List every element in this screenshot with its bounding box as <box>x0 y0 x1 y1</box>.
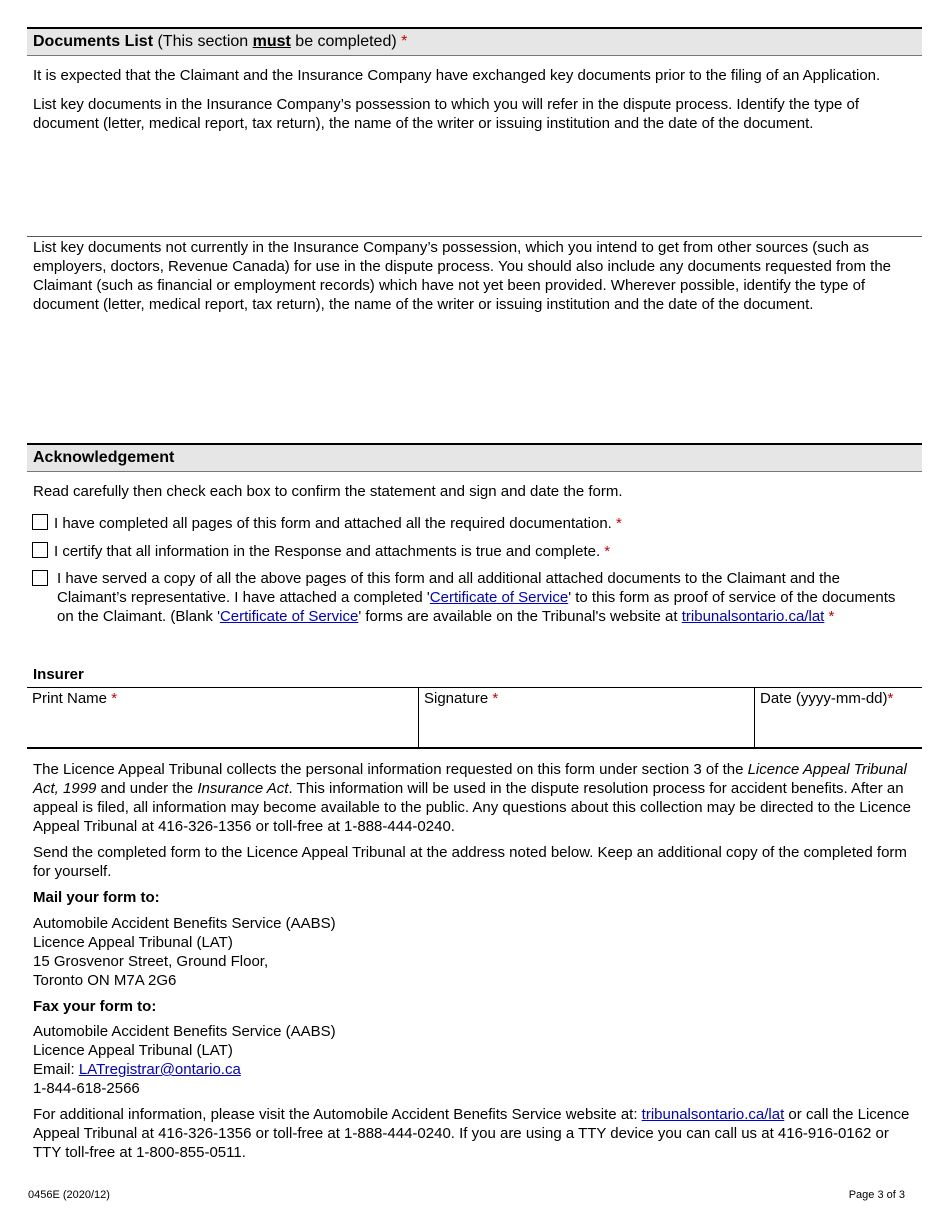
acknowledgement-title: Acknowledgement <box>33 449 175 466</box>
date-field[interactable]: Date (yyyy-mm-dd)* <box>760 690 894 707</box>
fax-details: Automobile Accident Benefits Service (AABS) Licence Appeal Tribunal (LAT) Email: LATregistrar@ontario.ca 1-844-618-2566 <box>33 1023 336 1097</box>
documents-not-in-possession-instructions: List key documents not currently in the Insurance Company’s possession, which you intend to get from other sources (such as employers, doctors, Revenue Canada) for use in the dispute process. You should also include any documents requested from the Claimant (such as financial or employment records) which have not yet been provided. Wherever possible, identify the type of document (letter, medical report, tax return), the name of the writer or issuing institution and the date of the document. <box>33 239 892 313</box>
acknowledge-checkbox-1[interactable] <box>32 514 48 530</box>
privacy-notice: The Licence Appeal Tribunal collects the personal information requested on this form under section 3 of the Licence Appeal Tribunal Act, 1999 and under the Insurance Act. This information will be used in the dispute resolution process for accident benefits. After an appeal is filed, all information may become available to the public. Any questions about this collection may be directed to the Licence Appeal Tribunal at 416-326-1356 or toll-free at 1-888-444-0240. <box>33 761 912 835</box>
page-number: Page 3 of 3 <box>848 1189 905 1201</box>
certificate-of-service-link-2[interactable]: Certificate of Service <box>219 608 359 625</box>
send-instructions: Send the completed form to the Licence Appeal Tribunal at the address noted below. Keep an additional copy of the completed form for yourself. <box>33 844 907 880</box>
acknowledgement-instruction: Read carefully then check each box to confirm the statement and sign and date the form. <box>33 483 623 500</box>
documents-in-possession-instructions: List key documents in the Insurance Company’s possession to which you will refer in the dispute process. Identify the type of document (letter, medical report, tax return), the name of the writer or issuing institution and the date of the document. <box>33 96 859 132</box>
mail-address: Automobile Accident Benefits Service (AABS) Licence Appeal Tribunal (LAT) 15 Grosvenor Street, Ground Floor, Toronto ON M7A 2G6 <box>33 915 336 989</box>
documents-not-in-possession-field[interactable] <box>27 315 922 440</box>
email-link[interactable]: LATregistrar@ontario.ca <box>78 1061 241 1078</box>
divider <box>27 236 922 237</box>
insurer-signature-table <box>27 687 922 749</box>
tribunal-website-link[interactable]: tribunalsontario.ca/lat <box>681 608 825 625</box>
fax-title: Fax your form to: <box>33 998 157 1015</box>
aabs-website-link[interactable]: tribunalsontario.ca/lat <box>641 1106 785 1123</box>
insurer-title: Insurer <box>33 666 84 683</box>
documents-list-title: Documents List <box>33 33 154 50</box>
acknowledge-checkbox-2[interactable] <box>32 542 48 558</box>
mail-title: Mail your form to: <box>33 889 160 906</box>
signature-field[interactable]: Signature * <box>419 688 755 748</box>
acknowledgement-header <box>27 443 922 472</box>
certificate-of-service-link[interactable]: Certificate of Service <box>429 589 569 606</box>
documents-list-header <box>27 27 922 56</box>
acknowledge-checkbox-3[interactable] <box>32 570 48 586</box>
additional-info: For additional information, please visit the Automobile Accident Benefits Service website at: tribunalsontario.ca/lat or call the Licence Appeal Tribunal at 416-326-1356 or toll-free at 1-888-444-0240. If you are using a TTY device you can call us at 416-916-0162 or TTY toll-free at 1-800-855-0511. <box>33 1106 910 1161</box>
signature-label: Signature <box>424 690 489 707</box>
required-mark: * <box>401 33 408 50</box>
acknowledge-statement-1: I have completed all pages of this form and attached all the required documentation. * <box>54 515 622 532</box>
documents-in-possession-field[interactable] <box>27 134 922 234</box>
print-name-field[interactable]: Print Name * <box>27 688 419 748</box>
documents-list-note: (This section must be completed) <box>157 33 397 50</box>
print-name-label: Print Name <box>32 690 108 707</box>
form-code: 0456E (2020/12) <box>28 1189 110 1201</box>
documents-intro: It is expected that the Claimant and the Insurance Company have exchanged key documents prior to the filing of an Application. <box>33 67 881 84</box>
acknowledge-statement-3: I have served a copy of all the above pages of this form and all additional attached documents to the Claimant and the Claimant’s representative. I have attached a completed 'Certificate of Service' to this form as proof of service of the documents on the Claimant. (Blank 'Certificate of Service' forms are available on the Tribunal's website at tribunalsontario.ca/lat * <box>57 570 896 625</box>
acknowledge-statement-2: I certify that all information in the Response and attachments is true and complete. * <box>54 543 611 560</box>
date-label: Date (yyyy-mm-dd) <box>760 690 888 707</box>
